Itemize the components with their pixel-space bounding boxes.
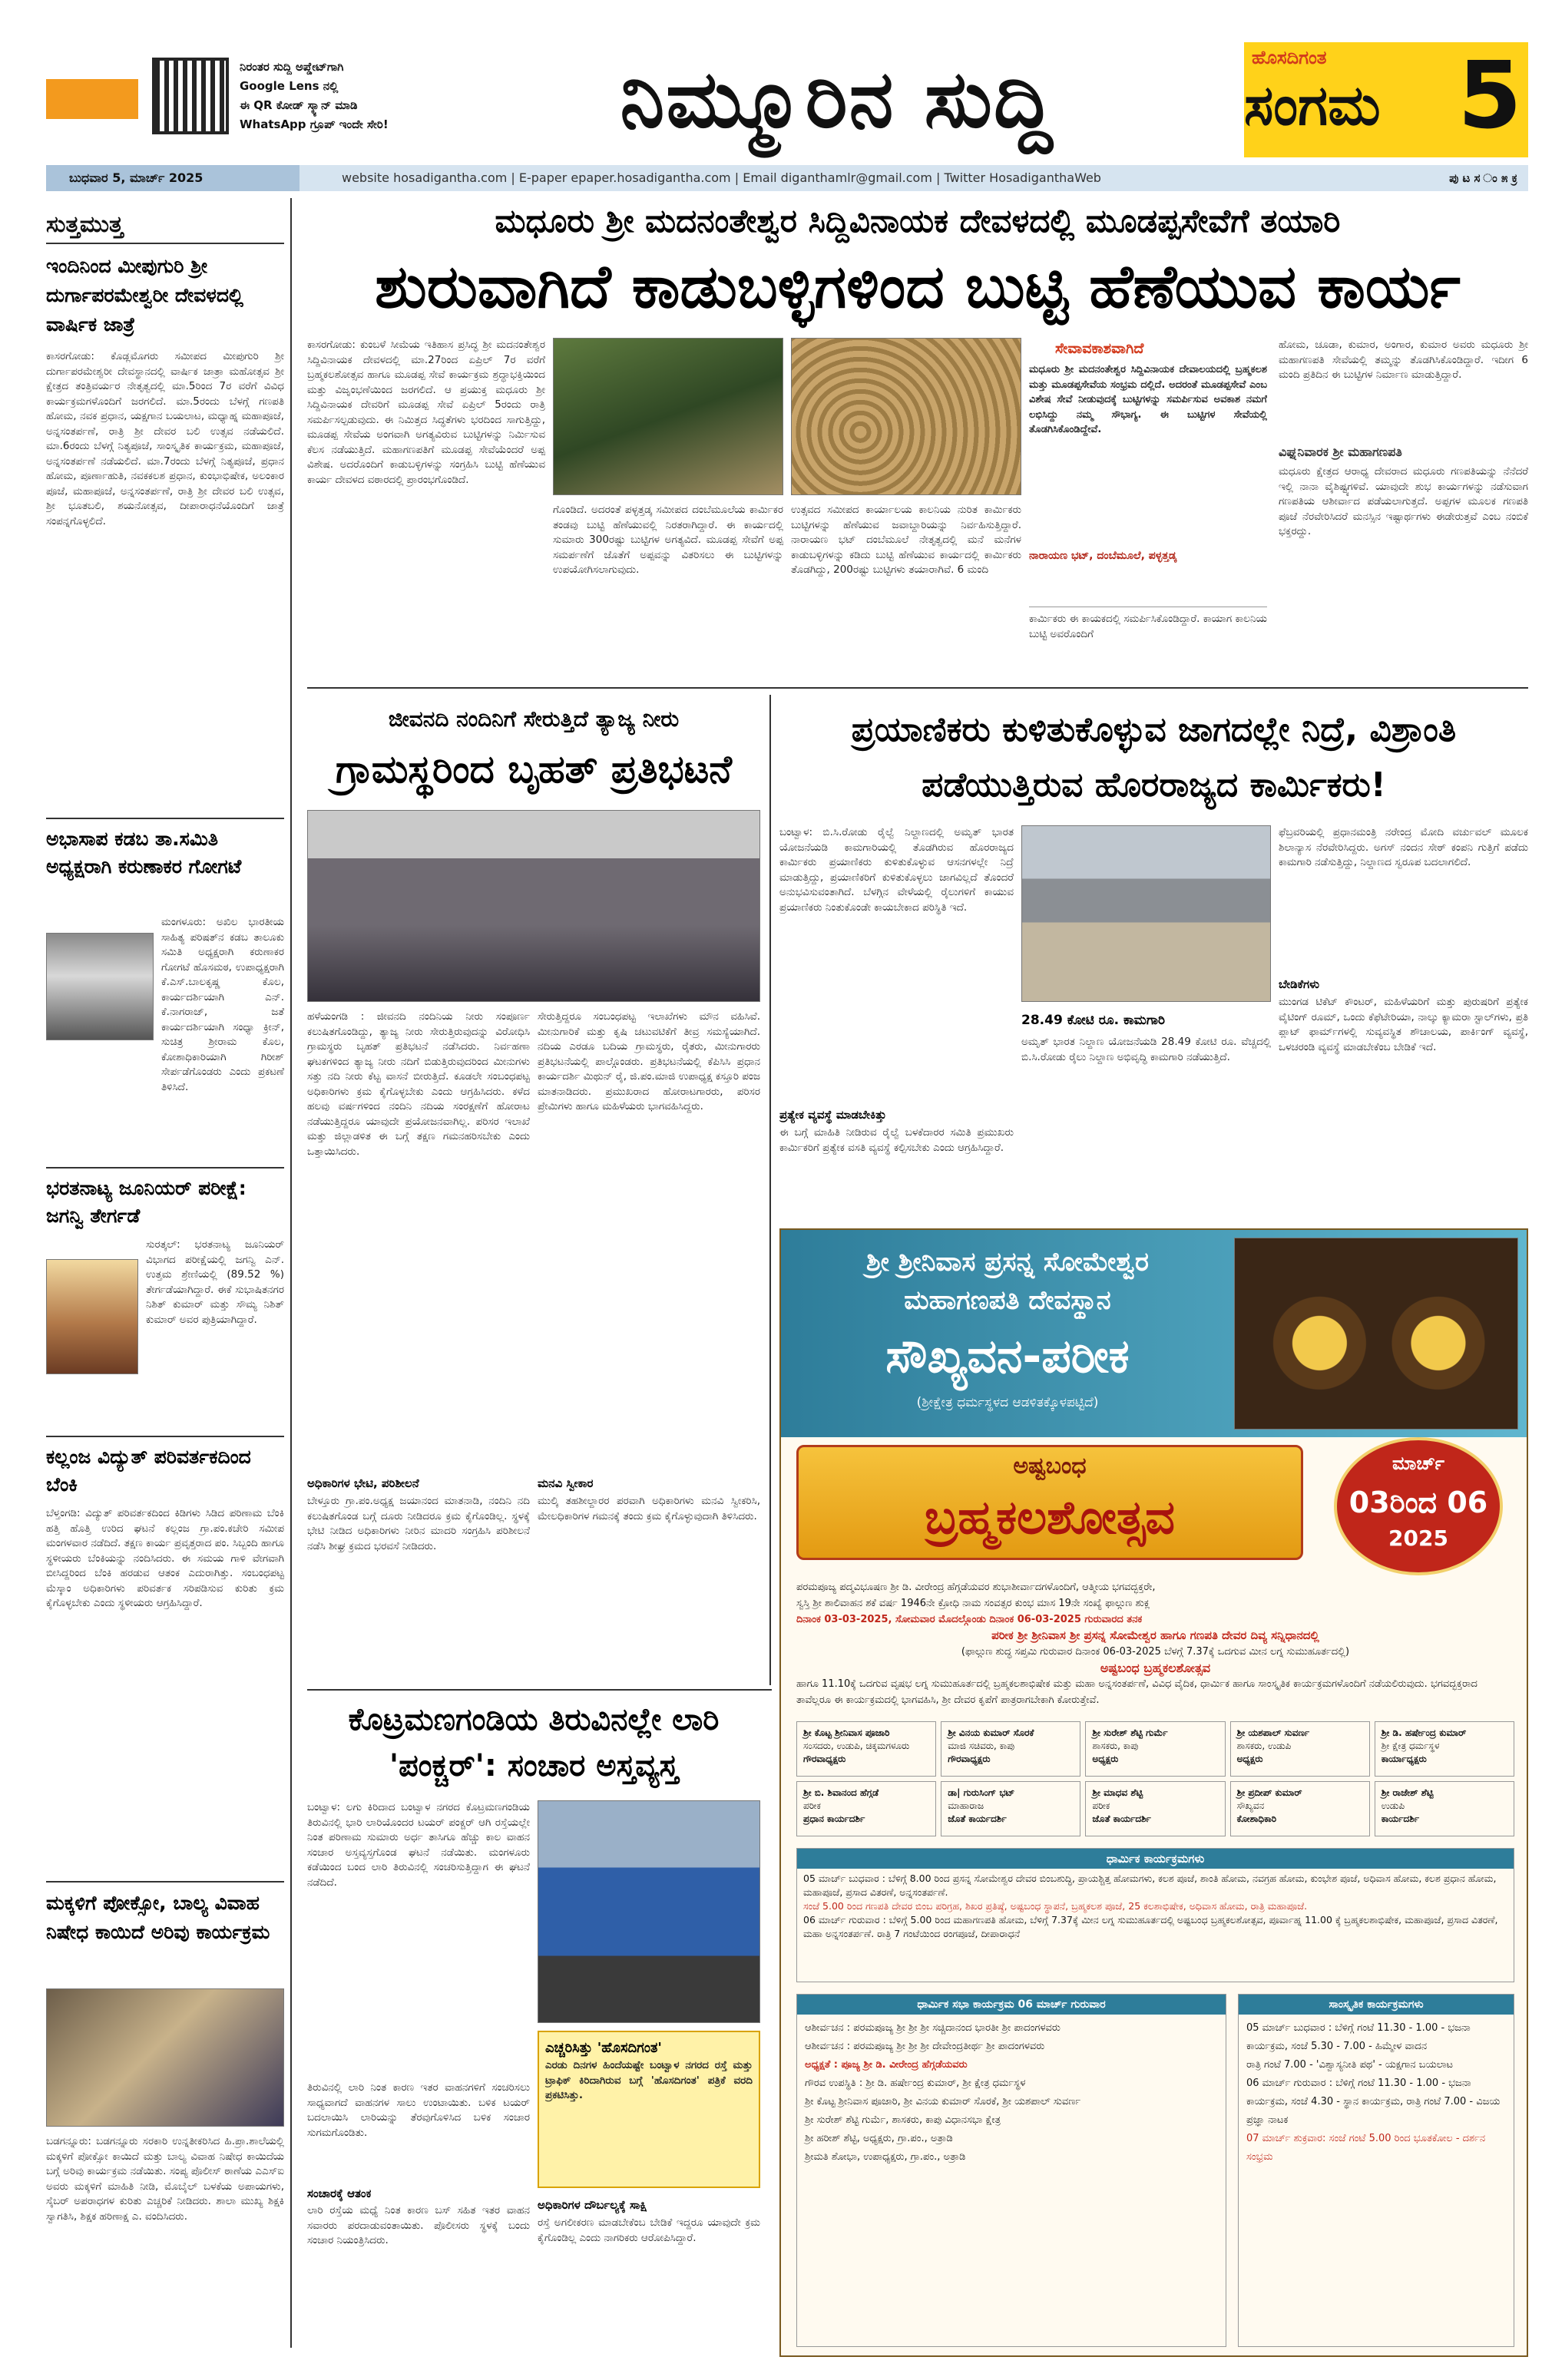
ad-intro <box>796 1579 1514 1708</box>
ad-person: ಶ್ರೀ ರಾಜೇಶ್ ಶೆಟ್ಟಿ ಉಡುಪಿ ಕಾರ್ಯದರ್ಶಿ <box>1375 1781 1514 1836</box>
ad-person: ಶ್ರೀ ವಿನಯ ಕುಮಾರ್ ಸೊರಕೆ ಮಾಜಿ ಸಚಿವರು, ಕಾಪು ಗೌರವಾಧ್ಯಕ್ಷರು <box>941 1721 1080 1777</box>
top-story-body-b: ಗೊಂಡಿದೆ. ಅದರಂತೆ ಪಳ್ಳತ್ತಡ್ಕ ಸಮೀಪದ ದಂಬೆಮೂಲೆಯ ಕಾರ್ಮಿಕರ ತಂಡವು ಬುಟ್ಟಿ ಹೆಣೆಯುವಲ್ಲಿ ನಿರತರಾಗಿದ್ದಾರೆ. ಈ ಕಾರ್ಯದಲ್ಲಿ ಸುಮಾರು 300ರಷ್ಟು ಬುಟ್ಟಿಗಳ ಅಗತ್ಯವಿದೆ. ಮೂಡಪ್ಪ ಸೇವೆಗೆ ಅಪ್ಪ ಸಮರ್ಪಣೆಗೆ ಜೊತೆಗೆ ಅಪ್ಪವನ್ನು ವಿತರಿಸಲು ಈ ಬುಟ್ಟಿಗಳನ್ನು ಉಪಯೋಗಿಸಲಾಗುವುದು. <box>553 504 783 576</box>
story2-body-c: ಸೇರುತ್ತಿದ್ದರೂ ಸಂಬಂಧಪಟ್ಟ ಇಲಾಖೆಗಳು ಮೌನ ವಹಿಸಿವೆ. ಮೀನುಗಾರಿಕೆ ಮತ್ತು ಕೃಷಿ ಚಟುವಟಿಕೆಗೆ ತೀವ್ರ ಸಮಸ್ಯೆಯಾಗಿದೆ. ನದಿಯ ಎರಡೂ ಬದಿಯ ಗ್ರಾಮಸ್ಥರು, ರೈತರು, ಮೀನುಗಾರರು ಪ್ರತಿಭಟನೆಯಲ್ಲಿ ಪಾಲ್ಗೊಂಡರು. ಪ್ರತಿಭಟನೆಯಲ್ಲಿ ಕೆಪಿಸಿಸಿ ಪ್ರಧಾನ ಕಾರ್ಯದರ್ಶಿ ಮಿಥುನ್ ರೈ, ಜಿ.ಪಂ.ಮಾಜಿ ಉಪಾಧ್ಯಕ್ಷ ಕಸ್ತೂರಿ ಪಂಜ ಮಾತನಾಡಿದರು. ಪ್ರಮುಖರಾದ ಹೋರಾಟಗಾರರು, ಪರಿಸರ ಪ್ರೇಮಿಗಳು ಹಾಗೂ ಮಹಿಳೆಯರು ಭಾಗವಹಿಸಿದ್ದರು. <box>538 1010 760 1112</box>
story4-subhead-1: ಸಂಚಾರಕ್ಕೆ ಆತಂಕ <box>307 2187 372 2200</box>
quote-body: ಮಧೂರು ಶ್ರೀ ಮದನಂತೇಶ್ವರ ಸಿದ್ದಿವಿನಾಯಕ ದೇವಾಲಯದಲ್ಲಿ ಬ್ರಹ್ಮಕಲಶ ಮತ್ತು ಮೂಡಪ್ಪಸೇವೆಯ ಸಂಭ್ರಮ ದಲ್ಲಿದೆ. ಅದರಂತೆ ಮೂಡಪ್ಪಸೇವೆ ಎಂಬ ವಿಶೇಷ ಸೇವೆ ನೀಡುವುದಕ್ಕೆ ಬುಟ್ಟಿಗಳನ್ನು ಸಮರ್ಪಿಸುವ ಅವಕಾಶ ನಮಗೆ ಲಭಿಸಿದ್ದು ನಮ್ಮ ಸೌಭಾಗ್ಯ. ಈ ಬುಟ್ಟಿಗಳ ಸೇವೆಯಲ್ಲಿ ತೊಡಗಿಸಿಕೊಂಡಿದ್ದೇವೆ. <box>1029 364 1267 435</box>
callout-title: ಎಚ್ಚರಿಸಿತ್ತು 'ಹೊಸದಿಗಂತ' <box>545 2040 662 2056</box>
brief-divider <box>46 1436 284 1437</box>
ad-sabha-line: ಶ್ರೀಮತಿ ಶೋಭಾ, ಉಪಾಧ್ಯಕ್ಷರು, ಗ್ರಾ.ಪಂ., ಅತ್ರಾಡಿ <box>805 2151 966 2163</box>
ad-place-sub: (ಶ್ರೀಕ್ಷೇತ್ರ ಧರ್ಮಸ್ಥಳದ ಆಡಳಿತಕ್ಕೊಳಪಟ್ಟಿದೆ) <box>916 1395 1099 1410</box>
story3-subhead-2: ಬೇಡಿಕೆಗಳು <box>1279 977 1319 991</box>
ad-person: ಶ್ರೀ ಕೊಟ್ಟ ಶ್ರೀನಿವಾಸ ಪೂಜಾರಿ ಸಂಸದರು, ಉಡುಪಿ, ಚಿಕ್ಕಮಗಳೂರು ಗೌರವಾಧ್ಯಕ್ಷರು <box>796 1721 936 1777</box>
ad-culture-line: ರಾತ್ರಿ ಗಂಟೆ 7.00 - 'ವಿಶ್ವಾಸ್ಯನೀತಿ ಪಥ' - ಯಕ್ಷಗಾನ ಬಯಲಾಟ <box>1246 2059 1454 2071</box>
date-label: ಬುಧವಾರ 5, ಮಾರ್ಚ್ 2025 <box>46 165 299 191</box>
ad-program <box>796 1848 1514 1982</box>
story2-body-a: ಹಳೆಯಂಗಡಿ : ಜೀವನದಿ ನಂದಿನಿಯ ನೀರು ಸಂಪೂರ್ಣ ಕಲುಷಿತಗೊಂಡಿದ್ದು, ತ್ಯಾಜ್ಯ ನೀರು ಸೇರುತ್ತಿರುವುದನ್ನು ವಿರೋಧಿಸಿ ಗ್ರಾಮಸ್ಥರು ಬೃಹತ್ ಪ್ರತಿಭಟನೆ ನಡೆಸಿದರು. ನಿರ್ವಹಣಾ ಘಟಕಗಳಿಂದ ತ್ಯಾಜ್ಯ ನೀರು ನದಿಗೆ ಬಿಡುತ್ತಿರುವುದರಿಂದ ಮೀನುಗಳು ಸತ್ತು ನದಿ ನೀರು ಕೆಟ್ಟ ವಾಸನೆ ಬೀರುತ್ತಿದೆ. ಕೂಡಲೇ ಸಂಬಂಧಪಟ್ಟ ಅಧಿಕಾರಿಗಳು ಕ್ರಮ ಕೈಗೊಳ್ಳಬೇಕು ಎಂದು ಆಗ್ರಹಿಸಿದರು. ಕಳೆದ ಹಲವು ವರ್ಷಗಳಿಂದ ನಂದಿನಿ ನದಿಯ ಸಂರಕ್ಷಣೆಗೆ ಹೋರಾಟ ನಡೆಯುತ್ತಿದ್ದರೂ ಯಾವುದೇ ಪ್ರಯೋಜನವಾಗಿಲ್ಲ. ಪರಿಸರ ಇಲಾಖೆ ಮತ್ತು ಜಿಲ್ಲಾಡಳಿತ ಈ ಬಗ್ಗೆ ತಕ್ಷಣ ಗಮನಹರಿಸಬೇಕು ಎಂದು ಒತ್ತಾಯಿಸಿದರು. <box>307 1010 530 1158</box>
ad-org-line1: ಶ್ರೀ ಶ್ರೀನಿವಾಸ ಪ್ರಸನ್ನ ಸೋಮೇಶ್ವರ <box>865 1247 1150 1278</box>
lorry-photo <box>538 1800 760 2023</box>
brief-title-2: ಅಭಾಸಾಪ ಕಡಬ ತಾ.ಸಮಿತಿ ಅಧ್ಯಕ್ಷರಾಗಿ ಕರುಣಾಕರ ಗೋಗಟೆ <box>46 828 242 878</box>
protest-photo <box>307 810 760 1002</box>
ad-person: ಶ್ರೀ ಸುರೇಶ್ ಶೆಟ್ಟಿ ಗುರ್ಮೆ ಶಾಸಕರು, ಕಾಪು ಅಧ್ಯಕ್ಷರು <box>1085 1721 1225 1777</box>
ad-program-line: 06 ಮಾರ್ಚ್ ಗುರುವಾರ : ಬೆಳಿಗ್ಗೆ 5.00 ರಿಂದ ಮಹಾಗಣಪತಿ ಹೋಮ, ಬೆಳಿಗ್ಗೆ 7.37ಕ್ಕೆ ಮೀನ ಲಗ್ನ ಸುಮುಹೂರ್ತದಲ್ಲಿ ಅಷ್ಟಬಂಧ ಬ್ರಹ್ಮಕಲಶೋತ್ಸವ, ಪೂರ್ವಾಹ್ನ 11.00 ಕ್ಕೆ ಬ್ರಹ್ಮಕಲಶಾಭಿಷೇಕ, ಮಹಾಪೂಜೆ, ಪ್ರಸಾದ ವಿತರಣೆ, ಮಹಾ ಅನ್ನಸಂತರ್ಪಣೆ. ರಾತ್ರಿ 7 ಗಂಟೆಯಿಂದ ರಂಗಪೂಜೆ, ದೀಪಾರಾಧನೆ <box>803 1914 1498 1939</box>
ad-intro-line: ಸ್ವಸ್ತಿ ಶ್ರೀ ಶಾಲಿವಾಹನ ಶಕೆ ವರ್ಷ 1946ನೇ ಕ್ರೋಧಿ ನಾಮ ಸಂವತ್ಸರ ಕುಂಭ ಮಾಸ 19ನೇ ಸಂಖ್ಯೆ ಫಾಲ್ಗುಣ ಶುಕ್ಲ <box>796 1598 1150 1609</box>
story3-subhead-1: ಪ್ರತ್ಯೇಕ ವ್ಯವಸ್ಥೆ ಮಾಡಬೇಕಿತ್ತು <box>779 1108 887 1122</box>
story2-headline: ಗ್ರಾಮಸ್ಥರಿಂದ ಬೃಹತ್ ಪ್ರತಿಭಟನೆ <box>335 747 733 792</box>
ad-sabha-line: ಆಶೀರ್ವಚನ : ಪರಮಪೂಜ್ಯ ಶ್ರೀ ಶ್ರೀ ಶ್ರೀ ಸಚ್ಚಿದಾನಂದ ಭಾರತೀ ಶ್ರೀ ಪಾದಂಗಳವರು <box>805 2022 1061 2034</box>
ad-intro-line: ದಿನಾಂಕ 03-03-2025, ಸೋಮವಾರ ಮೊದಲ್ಗೊಂಡು ದಿನಾಂಕ 06-03-2025 ಗುರುವಾರದ ತನಕ <box>796 1614 1143 1625</box>
ad-person: ಶ್ರೀ ಯಶಪಾಲ್ ಸುವರ್ಣ ಶಾಸಕರು, ಉಡುಪಿ ಅಧ್ಯಕ್ಷರು <box>1230 1721 1370 1777</box>
quote-author: ನಾರಾಯಣ ಭಟ್, ದಂಬೆಮೂಲೆ, ಪಳ್ಳತ್ತಡ್ಕ <box>1029 550 1177 562</box>
story4-body-d: ರಸ್ತೆ ಅಗಲೀಕರಣ ಮಾಡಬೇಕೆಂಬ ಬೇಡಿಕೆ ಇದ್ದರೂ ಯಾವುದೇ ಕ್ರಮ ಕೈಗೊಂಡಿಲ್ಲ ಎಂದು ನಾಗರಿಕರು ಆರೋಪಿಸಿದ್ದಾರೆ. <box>538 2216 760 2244</box>
brief-title-5: ಮಕ್ಕಳಿಗೆ ಪೋಕ್ಸೋ, ಬಾಲ್ಯ ವಿವಾಹ ನಿಷೇಧ ಕಾಯಿದೆ ಅರಿವು ಕಾರ್ಯಕ್ರಮ <box>46 1892 270 1943</box>
story2-subhead-2: ಮನವಿ ಸ್ವೀಕಾರ <box>538 1476 594 1490</box>
station-photo <box>1021 825 1271 1002</box>
story3-body-b: ಈ ಬಗ್ಗೆ ಮಾಹಿತಿ ನೀಡಿರುವ ರೈಲ್ವೆ ಬಳಕೆದಾರರ ಸಮಿತಿ ಪ್ರಮುಖರು ಕಾರ್ಮಿಕರಿಗೆ ಪ್ರತ್ಯೇಕ ವಸತಿ ವ್ಯವಸ್ಥೆ ಕಲ್ಪಿಸಬೇಕು ಎಂದು ಆಗ್ರಹಿಸಿದ್ದಾರೆ. <box>779 1126 1014 1154</box>
ad-sabha-line: ಶ್ರೀ ಕೊಟ್ಟ ಶ್ರೀನಿವಾಸ ಪೂಜಾರಿ, ಶ್ರೀ ವಿನಯ ಕುಮಾರ್ ಸೊರಕೆ, ಶ್ರೀ ಯಶಪಾಲ್ ಸುವರ್ಣ <box>805 2096 1081 2107</box>
brief-body-3: ಸುರತ್ಕಲ್: ಭರತನಾಟ್ಯ ಜೂನಿಯರ್ ವಿಭಾಗದ ಪರೀಕ್ಷೆಯಲ್ಲಿ ಜಗನ್ವಿ ಎನ್. ಉತ್ತಮ ಶ್ರೇಣಿಯಲ್ಲಿ (89.52 %) ತೇರ್ಗಡೆಯಾಗಿದ್ದಾರೆ. ಈಕೆ ಸುಭಾಷಿತನಗರ ನಿಶಿತ್ ಕುಮಾರ್ ಮತ್ತು ಸೌಮ್ಯ ನಿಶಿತ್ ಕುಮಾರ್ ಅವರ ಪುತ್ರಿಯಾಗಿದ್ದಾರೆ. <box>146 1238 284 1326</box>
brief-divider <box>46 1881 284 1883</box>
left-column-rule <box>290 198 292 2348</box>
ad-culture-line: 07 ಮಾರ್ಚ್ ಶುಕ್ರವಾರ: ಸಂಜೆ ಗಂಟೆ 5.00 ರಿಂದ ಭೂತಕೋಲ - ದರ್ಶನ ಸಂಭ್ರಮ <box>1246 2133 1486 2163</box>
ad-person: ಶ್ರೀ ಡಿ. ಹರ್ಷೇಂದ್ರ ಕುಮಾರ್ ಶ್ರೀ ಕ್ಷೇತ್ರ ಧರ್ಮಸ್ಥಳ ಕಾರ್ಯಾಧ್ಯಕ್ಷರು <box>1375 1721 1514 1777</box>
links-label: website hosadigantha.com | E-paper epaper.hosadigantha.com | Email diganthamlr@gmail.com | Twitter HosadiganthaWeb <box>342 170 1101 185</box>
top-story-side-a: ಕಾರ್ಮಿಕರು ಈ ಕಾಯಕದಲ್ಲಿ ಸಮರ್ಪಿಸಿಕೊಂಡಿದ್ದಾರೆ. ಕಾಯಾಗ ಕಾಲನಿಯ ಬುಟ್ಟಿ ಅವರೊಂದಿಗೆ <box>1029 607 1267 676</box>
ad-sabha-line: ಆಶೀರ್ವಚನ : ಪರಮಪೂಜ್ಯ ಶ್ರೀ ಶ್ರೀ ಶ್ರೀ ದೇವೇಂದ್ರತೀರ್ಥ ಶ್ರೀ ಪಾದಂಗಳವರು <box>805 2041 1045 2052</box>
ad-person: ಶ್ರೀ ಪ್ರದೀಪ್ ಕುಮಾರ್ ಸೌಖ್ಯವನ ಕೋಶಾಧಿಕಾರಿ <box>1230 1781 1370 1836</box>
story2-body-d: ಮುಲ್ಕಿ ತಹಶೀಲ್ದಾರರ ಪರವಾಗಿ ಅಧಿಕಾರಿಗಳು ಮನವಿ ಸ್ವೀಕರಿಸಿ, ಮೇಲಧಿಕಾರಿಗಳ ಗಮನಕ್ಕೆ ತಂದು ಕ್ರಮ ಕೈಗೊಳ್ಳುವುದಾಗಿ ತಿಳಿಸಿದರು. <box>538 1495 760 1522</box>
brief-title-4: ಕಲ್ಲಂಜ ವಿದ್ಯುತ್ ಪರಿವರ್ತಕದಿಂದ ಬೆಂಕಿ <box>46 1446 251 1496</box>
masthead <box>46 42 1528 165</box>
top-story-kicker: ಮಧೂರು ಶ್ರೀ ಮದನಂತೇಶ್ವರ ಸಿದ್ದಿವಿನಾಯಕ ದೇವಳದಲ್ಲಿ ಮೂಡಪ್ಪಸೇವೆಗೆ ತಯಾರಿ <box>495 202 1341 240</box>
ad-culture-line: 05 ಮಾರ್ಚ್ ಬುಧವಾರ : ಬೆಳಿಗ್ಗೆ ಗಂಟೆ 11.30 - 1.00 - ಭಜನಾ ಕಾರ್ಯಕ್ರಮ, ಸಂಜೆ 5.30 - 7.00 - ಹಿಮ್ಮೇಳ ವಾದನ <box>1246 2022 1471 2052</box>
brief-divider <box>46 1167 284 1169</box>
page-number: 5 <box>1458 43 1522 150</box>
qr-instructions <box>240 58 493 134</box>
top-story-side-b: ಹೋಮ, ಚೂಡಾ, ಕುಮಾರ, ಅಂಗಾರ, ಕುಮಾರ ಅವರು ಮಧೂರು ಶ್ರೀ ಮಹಾಗಣಪತಿ ಸೇವೆಯಲ್ಲಿ ತಮ್ಮನ್ನು ತೊಡಗಿಸಿಕೊಂಡಿದ್ದಾರೆ. ಇದೀಗ 6 ಮಂದಿ ಪ್ರತಿದಿನ ಈ ಬುಟ್ಟಿಗಳ ನಿರ್ಮಾಣ ಮಾಡುತ್ತಿದ್ದಾರೆ. <box>1279 339 1528 381</box>
ad-event-top: ಅಷ್ಟಬಂಧ <box>1013 1453 1087 1479</box>
story2-kicker: ಜೀವನದಿ ನಂದಿನಿಗೆ ಸೇರುತ್ತಿದೆ ತ್ಯಾಜ್ಯ ನೀರು <box>388 706 680 732</box>
ad-intro-line: ಅಷ್ಟಬಂಧ ಬ್ರಹ್ಮಕಲಶೋತ್ಸವ <box>1100 1661 1211 1675</box>
ad-person: ಶ್ರೀ ಬಿ. ಶಿವಾನಂದ ಹೆಗ್ಗಡೆ ಪರೀಕ ಪ್ರಧಾನ ಕಾರ್ಯದರ್ಶಿ <box>796 1781 936 1836</box>
ad-sabha <box>796 1994 1226 2347</box>
ad-org-line2: ಮಹಾಗಣಪತಿ ದೇವಸ್ಥಾನ <box>904 1285 1111 1316</box>
quote-title: ಸೇವಾವಕಾಶವಾಗಿದೆ <box>1055 340 1144 357</box>
story4-subhead-2: ಅಧಿಕಾರಿಗಳ ದೌರ್ಬಲ್ಯಕ್ಕೆ ಸಾಕ್ಷಿ <box>538 2198 647 2212</box>
ad-person: ಡಾ| ಗುರುಸಿಂಗ್ ಭಟ್ ಮಾಹಾರಾಜ ಜೊತೆ ಕಾರ್ಯದರ್ಶಿ <box>941 1781 1080 1836</box>
brand-name: ಹೊಸದಿಗಂತ <box>1252 47 1327 68</box>
ad-sabha-line: ಗೌರವ ಉಪಸ್ಥಿತಿ : ಶ್ರೀ ಡಿ. ಹರ್ಷೇಂದ್ರ ಕುಮಾರ್, ಶ್ರೀ ಕ್ಷೇತ್ರ ಧರ್ಮಸ್ಥಳ <box>805 2078 1026 2089</box>
baskets-photo <box>791 338 1021 495</box>
brief-body-2: ಮಂಗಳೂರು: ಅಖಿಲ ಭಾರತೀಯ ಸಾಹಿತ್ಯ ಪರಿಷತ್‌ನ ಕಡಬ ತಾಲೂಕು ಸಮಿತಿ ಅಧ್ಯಕ್ಷರಾಗಿ ಕರುಣಾಕರ ಗೋಗಟೆ ಹೊಸಮಠ, ಉಪಾಧ್ಯಕ್ಷರಾಗಿ ಕೆ.ಎಸ್.ಬಾಲಕೃಷ್ಣ ಕೊಲ, ಕಾರ್ಯದರ್ಶಿಯಾಗಿ ಎನ್. ಕೆ.ನಾಗರಾಜ್, ಜತೆ ಕಾರ್ಯದರ್ಶಿಯಾಗಿ ಸಂಧ್ಯಾ ಕ್ರೀನ್, ಸುಚಿತ್ರ ಶ್ರೀರಾಮ ಕೊಲ, ಕೋಶಾಧಿಕಾರಿಯಾಗಿ ಗಿರೀಶ್ ಸೇರ್ಪಡೆಗೊಂಡರು ಎಂದು ಪ್ರಕಟಣೆ ತಿಳಿಸಿದೆ. <box>161 916 284 1093</box>
top-story-side-c: ಮಧೂರು ಕ್ಷೇತ್ರದ ಆರಾಧ್ಯ ದೇವರಾದ ಮಧೂರು ಗಣಪತಿಯನ್ನು ನೆನೆದರೆ ಇಲ್ಲಿ ನಾನಾ ವೈಶಿಷ್ಟ್ಯಗಳಿವೆ. ಯಾವುದೇ ಶುಭ ಕಾರ್ಯಗಳನ್ನು ನಡೆಸುವಾಗ ಗಣಪತಿಯ ಆಶೀರ್ವಾದ ಪಡೆಯಲಾಗುತ್ತದೆ. ಅಪ್ಪಗಳ ಮೂಲಕ ಗಣಪತಿ ಪೂಜೆ ನೆರವೇರಿಸಿದರೆ ಮನಸ್ಸಿನ ಇಷ್ಟಾರ್ಥಗಳು ಈಡೇರುತ್ತವೆ ಎಂಬ ನಂಬಿಕೆ ಭಕ್ತರದ್ದು. <box>1279 465 1528 537</box>
story4-body-c: ಲಾರಿ ರಸ್ತೆಯ ಮಧ್ಯೆ ನಿಂತ ಕಾರಣ ಬಸ್ ಸಹಿತ ಇತರ ವಾಹನ ಸವಾರರು ಪರದಾಡುವಂತಾಯಿತು. ಪೊಲೀಸರು ಸ್ಥಳಕ್ಕೆ ಬಂದು ಸಂಚಾರ ನಿಯಂತ್ರಿಸಿದರು. <box>307 2204 530 2246</box>
ad-culture <box>1238 1994 1514 2347</box>
section-name: ಸಂಗಮ <box>1244 73 1381 137</box>
brief-body-5: ಬಡಗನ್ನೂರು: ಬಡಗನ್ನೂರು ಸರಕಾರಿ ಉನ್ನತೀಕರಿಸಿದ ಹಿ.ಪ್ರಾ.ಶಾಲೆಯಲ್ಲಿ ಮಕ್ಕಳಿಗೆ ಪೋಕ್ಸೋ ಕಾಯಿದೆ ಮತ್ತು ಬಾಲ್ಯ ವಿವಾಹ ನಿಷೇಧ ಕಾಯಿದೆಯ ಬಗ್ಗೆ ಅರಿವು ಕಾರ್ಯಕ್ರಮ ನಡೆಯಿತು. ಸಂಪ್ಯ ಪೊಲೀಸ್ ಠಾಣೆಯ ಎಎಸ್‌ಐ ಅವರು ಮಕ್ಕಳಿಗೆ ಮಾಹಿತಿ ನೀಡಿ, ಮೊಬೈಲ್ ಬಳಕೆಯ ಅಪಾಯಗಳು, ಸೈಬರ್ ಅಪರಾಧಗಳ ಕುರಿತು ಎಚ್ಚರಿಕೆ ನೀಡಿದರು. ಶಾಲಾ ಮುಖ್ಯ ಶಿಕ್ಷಕಿ ಸ್ವಾಗತಿಸಿ, ಶಿಕ್ಷಕ ಹರಿಣಾಕ್ಷ ಎ. ವಂದಿಸಿದರು. <box>46 2135 284 2223</box>
story4-headline: ಕೊಟ್ರಮಣಗಂಡಿಯ ತಿರುವಿನಲ್ಲೇ ಲಾರಿ 'ಪಂಕ್ಚರ್': ಸಂಚಾರ ಅಸ್ತವ್ಯಸ್ತ <box>348 1702 720 1783</box>
ad-event: ಬ್ರಹ್ಮಕಲಶೋತ್ಸವ <box>925 1491 1175 1545</box>
qr-line: ನಿರಂತರ ಸುದ್ದಿ ಅಪ್ಡೇಟ್‌ಗಾಗಿ <box>240 60 344 74</box>
section-rule <box>307 1689 772 1691</box>
event-photo <box>46 1988 284 2127</box>
ad-date-year: 2025 <box>1388 1526 1448 1551</box>
story2-body-b: ಬೇಳ್ತೂರು ಗ್ರಾ.ಪಂ.ಅಧ್ಯಕ್ಷ ಜಯಾನಂದ ಮಾತನಾಡಿ, ನಂದಿನಿ ನದಿ ಕಲುಷಿತಗೊಂಡ ಬಗ್ಗೆ ದೂರು ನೀಡಿದರೂ ಕ್ರಮ ಕೈಗೊಂಡಿಲ್ಲ. ಸ್ಥಳಕ್ಕೆ ಭೇಟಿ ನೀಡಿದ ಅಧಿಕಾರಿಗಳು ನೀರಿನ ಮಾದರಿ ಸಂಗ್ರಹಿಸಿ ಪರಿಶೀಲನೆ ನಡೆಸಿ ಶೀಘ್ರ ಕ್ರಮದ ಭರವಸೆ ನೀಡಿದರು. <box>307 1495 530 1552</box>
brief-body-1: ಕಾಸರಗೋಡು: ಕೊಡ್ಲಮೊಗರು ಸಮೀಪದ ಮೀಪುಗುರಿ ಶ್ರೀ ದುರ್ಗಾಪರಮೇಶ್ವರೀ ದೇವಸ್ಥಾನದಲ್ಲಿ ವಾರ್ಷಿಕ ಜಾತ್ರಾ ಮಹೋತ್ಸವ ಶ್ರೀ ಕ್ಷೇತ್ರದ ತಂತ್ರಿವರ್ಯರ ನೇತೃತ್ವದಲ್ಲಿ ಮಾ.5ರಿಂದ 7ರ ವರೆಗೆ ವಿವಿಧ ಕಾರ್ಯಕ್ರಮಗಳೊಂದಿಗೆ ಜರಗಲಿದೆ. ಮಾ.5ರಂದು ಬೆಳಗ್ಗೆ ಗಣಪತಿ ಹೋಮ, ನವಕ ಪ್ರಧಾನ, ಯಕ್ಷಗಾನ ಬಯಲಾಟ, ಮಧ್ಯಾಹ್ನ ಮಹಾಪೂಜೆ, ಅನ್ನಸಂತರ್ಪಣೆ, ರಾತ್ರಿ ಶ್ರೀ ದೇವರ ಬಲಿ ಉತ್ಸವ ನಡೆಯಲಿದೆ. ಮಾ.6ರಂದು ಬೆಳಗ್ಗೆ ನಿತ್ಯಪೂಜೆ, ಸಾಂಸ್ಕೃತಿಕ ಕಾರ್ಯಕ್ರಮ, ಮಹಾಪೂಜೆ, ಅನ್ನಸಂತರ್ಪಣೆ ನಡೆಯಲಿದೆ. ಮಾ.7ರಂದು ಬೆಳಗ್ಗೆ ನಿತ್ಯಪೂಜೆ, ಪ್ರಧಾನ ಹೋಮ, ಪೂರ್ಣಾಹುತಿ, ನವಕಕಲಶ ಪ್ರಧಾನ, ಕುಂಭಾಭಿಷೇಕ, ಅಲಂಕಾರ ಪೂಜೆ, ಮಹಾಪೂಜೆ, ಅನ್ನಸಂತರ್ಪಣೆ, ರಾತ್ರಿ ಶ್ರೀ ದೇವರ ಬಲಿ ಉತ್ಸವ, ಶ್ರೀ ಭೂತಬಲಿ, ಶಯನೋತ್ಸವ, ದೀಪಾರಾಧನೆಯೊಂದಿಗೆ ಜಾತ್ರೆ ಸಂಪನ್ನಗೊಳ್ಳಲಿದೆ. <box>46 350 284 527</box>
ad-people-grid <box>796 1721 1514 1836</box>
brief-divider <box>46 818 284 819</box>
story4-body-b: ತಿರುವಿನಲ್ಲಿ ಲಾರಿ ನಿಂತ ಕಾರಣ ಇತರ ವಾಹನಗಳಿಗೆ ಸಂಚರಿಸಲು ಸಾಧ್ಯವಾಗದೆ ವಾಹನಗಳ ಸಾಲು ಉಂಟಾಯಿತು. ಬಳಿಕ ಟಯರ್ ಬದಲಾಯಿಸಿ ಲಾರಿಯನ್ನು ತೆರವುಗೊಳಿಸಿದ ಬಳಿಕ ಸಂಚಾರ ಸುಗಮಗೊಂಡಿತು. <box>307 2081 530 2139</box>
ad-date-range: 03ರಿಂದ 06 <box>1348 1486 1488 1519</box>
qr-line: WhatsApp ಗ್ರೂಪ್ ಇಂದೇ ಸೇರಿ! <box>240 117 389 131</box>
story3-stat: 28.49 ಕೋಟಿ ರೂ. ಕಾಮಗಾರಿ <box>1021 1013 1165 1028</box>
orange-block <box>46 79 138 119</box>
ad-culture-title: ಸಾಂಸ್ಕೃತಿಕ ಕಾರ್ಯಕ್ರಮಗಳು <box>1239 1995 1514 2015</box>
story3-headline: ಪ್ರಯಾಣಿಕರು ಕುಳಿತುಕೊಳ್ಳುವ ಜಾಗದಲ್ಲೇ ನಿದ್ರೆ, ವಿಶ್ರಾಂತಿ ಪಡೆಯುತ್ತಿರುವ ಹೊರರಾಜ್ಯದ ಕಾರ್ಮಿಕರು! <box>851 710 1457 805</box>
column-rule <box>769 695 771 1685</box>
ad-intro-line: (ಫಾಲ್ಗುಣ ಶುದ್ಧ ಸಪ್ತಮಿ ಗುರುವಾರ ದಿನಾಂಕ 06-03-2025 ಬೆಳಗ್ಗೆ 7.37ಕ್ಕೆ ಒದಗುವ ಮೀನ ಲಗ್ನ ಸುಮುಹೂರ್ತದಲ್ಲಿ) <box>961 1646 1350 1658</box>
advertisement <box>779 1228 1528 2357</box>
story4-body-a: ಬಂಟ್ವಾಳ: ಲಗು ಕಿರಿದಾದ ಬಂಟ್ವಾಳ ನಗರದ ಕೊಟ್ರಮಣಗಂಡಿಯ ತಿರುವಿನಲ್ಲಿ ಭಾರಿ ಲಾರಿಯೊಂದರ ಟಯರ್ ಪಂಕ್ಚರ್ ಆಗಿ ರಸ್ತೆಯಲ್ಲೇ ನಿಂತ ಪರಿಣಾಮ ಸುಮಾರು ಅರ್ಧ ತಾಸಿಗೂ ಹೆಚ್ಚು ಕಾಲ ವಾಹನ ಸಂಚಾರ ಅಸ್ತವ್ಯಸ್ತಗೊಂಡ ಘಟನೆ ನಡೆಯಿತು. ಮಂಗಳೂರು ಕಡೆಯಿಂದ ಬಂದ ಲಾರಿ ತಿರುವಿನಲ್ಲಿ ಸಂಚರಿಸುತ್ತಿದ್ದಾಗ ಈ ಘಟನೆ ನಡೆದಿದೆ. <box>307 1801 530 1889</box>
qr-line: ಈ QR ಕೋಡ್ ಸ್ಕ್ಯಾನ್ ಮಾಡಿ <box>240 98 358 112</box>
ad-sabha-line: ಅಧ್ಯಕ್ಷತೆ : ಪೂಜ್ಯ ಶ್ರೀ ಡಿ. ವೀರೇಂದ್ರ ಹೆಗ್ಗಡೆಯವರು <box>805 2059 968 2071</box>
brief-title-1: ಇಂದಿನಿಂದ ಮೀಪುಗುರಿ ಶ್ರೀ ದುರ್ಗಾಪರಮೇಶ್ವರೀ ದೇವಳದಲ್ಲಿ ವಾರ್ಷಿಕ ಜಾತ್ರೆ <box>46 255 243 336</box>
quote-box <box>1029 338 1267 599</box>
ad-program-line: 05 ಮಾರ್ಚ್ ಬುಧವಾರ : ಬೆಳಿಗ್ಗೆ 8.00 ರಿಂದ ಪ್ರಸನ್ನ ಸೋಮೇಶ್ವರ ದೇವರ ಬಿಂಬಶುದ್ಧಿ, ಪ್ರಾಯಶ್ಚಿತ್ತ ಹೋಮಗಳು, ಕಲಶ ಪೂಜೆ, ಶಾಂತಿ ಹೋಮ, ನವಗ್ರಹ ಹೋಮ, ಕುಂಭೇಶ ಪೂಜೆ, ಅಧಿವಾಸ ಹೋಮ, ಕಲಶ ಪ್ರಧಾನ ಹೋಮ, ಮಹಾಪೂಜೆ, ಪ್ರಸಾದ ವಿತರಣೆ, ಅನ್ನಸಂತರ್ಪಣೆ. <box>803 1873 1497 1898</box>
ad-intro-line: ಹಾಗೂ 11.10ಕ್ಕೆ ಒದಗುವ ವೃಷಭ ಲಗ್ನ ಸುಮುಹೂರ್ತದಲ್ಲಿ ಬ್ರಹ್ಮಕಲಶಾಭಿಷೇಕ ಮತ್ತು ಮಹಾ ಅನ್ನಸಂತರ್ಪಣೆ, ವಿವಿಧ ವೈದಿಕ, ಧಾರ್ಮಿಕ ಹಾಗೂ ಸಾಂಸ್ಕೃತಿಕ ಕಾರ್ಯಕ್ರಮಗಳೊಂದಿಗೆ ನಡೆಯಲಿರುವುದು. ಭಗವದ್ಭಕ್ತರಾದ ತಾವೆಲ್ಲರೂ ಈ ಕಾರ್ಯಕ್ರಮದಲ್ಲಿ ಭಾಗವಹಿಸಿ, ಶ್ರೀ ದೇವರ ಕೃಪೆಗೆ ಪಾತ್ರರಾಗಬೇಕಾಗಿ ಕೋರುತ್ತೇವೆ. <box>796 1678 1477 1706</box>
ad-program-line: ಸಂಜೆ 5.00 ರಿಂದ ಗಣಪತಿ ದೇವರ ಬಿಂಬ ಪರಿಗ್ರಹ, ಶಿಖರ ಪ್ರತಿಷ್ಠೆ, ಅಷ್ಟಬಂಧ ಸ್ಥಾಪನೆ, ಬ್ರಹ್ಮಕಲಶ ಪೂಜೆ, 25 ಕಲಶಾಭಿಷೇಕ, ಅಧಿವಾಸ ಹೋಮ, ರಾತ್ರಿ ಮಹಾಪೂಜೆ. <box>803 1900 1308 1912</box>
story2-subhead-1: ಅಧಿಕಾರಿಗಳ ಭೇಟಿ, ಪರಿಶೀಲನೆ <box>307 1476 419 1490</box>
qr-line: Google Lens ನಲ್ಲಿ <box>240 79 339 93</box>
story3-body-c: ಅಮೃತ್ ಭಾರತ ನಿಲ್ದಾಣ ಯೋಜನೆಯಡಿ 28.49 ಕೋಟಿ ರೂ. ವೆಚ್ಚದಲ್ಲಿ ಬಿ.ಸಿ.ರೋಡು ರೈಲು ನಿಲ್ದಾಣ ಅಭಿವೃದ್ಧಿ ಕಾಮಗಾರಿ ನಡೆಯುತ್ತಿದೆ. <box>1021 1036 1271 1063</box>
forest-basket-photo <box>553 338 783 495</box>
ad-sabha-title: ಧಾರ್ಮಿಕ ಸಭಾ ಕಾರ್ಯಕ್ರಮ 06 ಮಾರ್ಚ್ ಗುರುವಾರ <box>797 1995 1226 2015</box>
ad-program-title: ಧಾರ್ಮಿಕ ಕಾರ್ಯಕ್ರಮಗಳು <box>797 1849 1514 1869</box>
callout-box <box>538 2031 760 2188</box>
top-story-body-a: ಕಾಸರಗೋಡು: ಕುಂಬಳೆ ಸೀಮೆಯ ಇತಿಹಾಸ ಪ್ರಸಿದ್ಧ ಶ್ರೀ ಮದನಂತೇಶ್ವರ ಸಿದ್ದಿವಿನಾಯಕ ದೇವಳದಲ್ಲಿ ಮಾ.27ರಿಂದ ಏಪ್ರಿಲ್ 7ರ ವರೆಗೆ ಬ್ರಹ್ಮಕಲಶೋತ್ಸವ ಹಾಗೂ ಮೂಡಪ್ಪ ಸೇವೆ ಕಾರ್ಯಕ್ರಮ ಶ್ರದ್ಧಾಭಕ್ತಿಯಿಂದ ಮತ್ತು ವಿಜೃಂಭಣೆಯಿಂದ ಜರಗಲಿದೆ. ಆ ಪ್ರಯುಕ್ತ ಮಧೂರು ಶ್ರೀ ಸಿದ್ದಿವಿನಾಯಕ ದೇವರಿಗೆ ಮೂಡಪ್ಪ ಸೇವೆ ಏಪ್ರಿಲ್ 5ರಂದು ರಾತ್ರಿ ಸಮರ್ಪಿಸಲ್ಪಡುವುದು. ಈ ನಿಮಿತ್ತದ ಸಿದ್ಧತೆಗಳು ಭರದಿಂದ ಸಾಗುತ್ತಿದ್ದು, ಮೂಡಪ್ಪ ಸೇವೆಯ ಅಂಗವಾಗಿ ಅಗತ್ಯವಿರುವ ಬುಟ್ಟಿಗಳನ್ನು ನಿರ್ಮಿಸುವ ಕೆಲಸ ನಡೆಯುತ್ತಿದೆ. ಮಹಾಗಣಪತಿಗೆ ಮೂಡಪ್ಪ ಸೇವೆಯೆಂದರೆ ಅಪ್ಪ ವಿಶೇಷ. ಅದರೊಂದಿಗೆ ಕಾಡುಬಳ್ಳಿಗಳನ್ನು ಸಂಗ್ರಹಿಸಿ ಬುಟ್ಟಿ ಹೆಣೆಯುವ ಕಾರ್ಯ ದೇವಳದ ವಠಾರದಲ್ಲಿ ಪ್ರಾರಂಭಗೊಂಡಿದೆ. <box>307 339 545 486</box>
page-code: ಪು ಟ ಸ ಂ ೫ ಕ್ರ <box>1449 171 1517 185</box>
ad-intro-line: ಪರಮಪೂಜ್ಯ ಪದ್ಮವಿಭೂಷಣ ಶ್ರೀ ಡಿ. ವೀರೇಂದ್ರ ಹೆಗ್ಗಡೆಯವರ ಶುಭಾಶೀರ್ವಾದಗಳೊಂದಿಗೆ, ಆತ್ಮೀಯ ಭಗವದ್ಭಕ್ತರೇ, <box>796 1582 1156 1593</box>
story3-body-e: ಮುಂಗಡ ಟಿಕೆಟ್ ಕೌಂಟರ್, ಮಹಿಳೆಯರಿಗೆ ಮತ್ತು ಪುರುಷರಿಗೆ ಪ್ರತ್ಯೇಕ ವೈಟಿಂಗ್ ರೂಮ್, ಒಂದು ಕೆಫೆಟೇರಿಯಾ, ನಾಲ್ಕು ಕ್ಯಾಮರಾ ಸ್ಟಾಲ್‌ಗಳು, ಪ್ರತಿ ಪ್ಲಾಟ್ ಫಾರ್ಮ್‌ಗಳಲ್ಲಿ ಸುವ್ಯವಸ್ಥಿತ ಶೌಚಾಲಯ, ಪಾರ್ಕಿಂಗ್ ವ್ಯವಸ್ಥೆ, ಒಳಚರಂಡಿ ವ್ಯವಸ್ಥೆ ಮಾಡಬೇಕೆಂಬ ಬೇಡಿಕೆ ಇದೆ. <box>1279 996 1528 1053</box>
ad-person: ಶ್ರೀ ಮಾಧವ ಶೆಟ್ಟಿ ಪರೀಕ ಜೊತೆ ಕಾರ್ಯದರ್ಶಿ <box>1085 1781 1225 1836</box>
section-header-suttamutta: ಸುತ್ತಮುತ್ತ <box>46 206 284 244</box>
ad-intro-line: ಪರೀಕ ಶ್ರೀ ಶ್ರೀನಿವಾಸ ಶ್ರೀ ಪ್ರಸನ್ನ ಸೋಮೇಶ್ವರ ಹಾಗೂ ಗಣಪತಿ ದೇವರ ದಿವ್ಯ ಸನ್ನಿಧಾನದಲ್ಲಿ <box>991 1628 1319 1642</box>
callout-body: ಎರಡು ದಿನಗಳ ಹಿಂದೆಯಷ್ಟೇ ಬಂಟ್ವಾಳ ನಗರದ ರಸ್ತೆ ಮತ್ತು ಟ್ರಾಫಿಕ್ ಕಿರಿದಾಗಿರುವ ಬಗ್ಗೆ 'ಹೊಸದಿಗಂತ' ಪತ್ರಿಕೆ ವರದಿ ಪ್ರಕಟಿಸಿತ್ತು. <box>545 2059 753 2101</box>
deity-photo <box>1234 1238 1518 1430</box>
ad-culture-line: 06 ಮಾರ್ಚ್ ಗುರುವಾರ : ಬೆಳಿಗ್ಗೆ ಗಂಟೆ 11.30 - 1.00 - ಭಜನಾ ಕಾರ್ಯಕ್ರಮ, ಸಂಜೆ 4.30 - ಸ್ಥಾನ ಕಾರ್ಯಕ್ರಮ, ರಾತ್ರಿ ಗಂಟೆ 7.00 - ವಿಜಯ ಪ್ರಜ್ಞಾ ನಾಟಕ <box>1246 2078 1501 2126</box>
top-story-subhead: ವಿಘ್ನನಿವಾರಕ ಶ್ರೀ ಮಹಾಗಣಪತಿ <box>1279 445 1402 459</box>
ad-date-month: ಮಾರ್ಚ್ <box>1392 1453 1444 1474</box>
section-rule <box>307 687 1528 689</box>
top-story-headline: ಶುರುವಾಗಿದೆ ಕಾಡುಬಳ್ಳಿಗಳಿಂದ ಬುಟ್ಟಿ ಹೆಣೆಯುವ ಕಾರ್ಯ <box>375 253 1461 322</box>
brief-body-4: ಬೆಳ್ತಂಗಡಿ: ವಿದ್ಯುತ್ ಪರಿವರ್ತಕದಿಂದ ಕಿಡಿಗಳು ಸಿಡಿದ ಪರಿಣಾಮ ಬೆಂಕಿ ಹತ್ತಿ ಹೊತ್ತಿ ಉರಿದ ಘಟನೆ ಕಲ್ಲಂಜ ಗ್ರಾ.ಪಂ.ಕಚೇರಿ ಸಮೀಪ ಮಂಗಳವಾರ ನಡೆದಿದೆ. ತಕ್ಷಣ ಕಾರ್ಯ ಪ್ರವೃತ್ತರಾದ ಪಂ. ಸಿಬ್ಬಂದಿ ಹಾಗೂ ಸ್ಥಳೀಯರು ಬೆಂಕಿಯನ್ನು ನಂದಿಸಿದರು. ಈ ಸಮಯ ಗಾಳಿ ವೇಗವಾಗಿ ಬೀಸಿದ್ದರಿಂದ ಬೆಂಕಿ ಹರಡುವ ಆತಂಕ ಎದುರಾಗಿತ್ತು. ಸಂಬಂಧಪಟ್ಟ ಮೆಸ್ಕಾಂ ಅಧಿಕಾರಿಗಳು ಪರಿವರ್ತಕ ಸರಿಪಡಿಸುವ ಕುರಿತು ಕ್ರಮ ಕೈಗೊಳ್ಳಬೇಕು ಎಂದು ಸ್ಥಳೀಯರು ಆಗ್ರಹಿಸಿದ್ದಾರೆ. <box>46 1507 284 1609</box>
top-story-body-c: ಉತ್ಸವದ ಸಮೀಪದ ಕಾರ್ಯಾಲಯ ಕಾಲನಿಯ ನುರಿತ ಕಾರ್ಮಿಕರು ಬುಟ್ಟಿಗಳನ್ನು ಹೆಣೆಯುವ ಜವಾಬ್ದಾರಿಯನ್ನು ನಿರ್ವಹಿಸುತ್ತಿದ್ದಾರೆ. ನಾರಾಯಣ ಭಟ್ ದಂಬೆಮೂಲೆ ನೇತೃತ್ವದಲ್ಲಿ ಮನೆ ಮನೆಗಳ ಕಾಡುಬಳ್ಳಿಗಳನ್ನು ಕಡಿದು ಬುಟ್ಟಿ ಹೆಣೆಯುವ ಕಾರ್ಯದಲ್ಲಿ ಕಾರ್ಮಿಕರು ತೊಡಗಿದ್ದು, 200ರಷ್ಟು ಬುಟ್ಟಿಗಳು ತಯಾರಾಗಿವೆ. 6 ಮಂದಿ <box>791 504 1021 576</box>
qr-code-icon <box>152 58 229 134</box>
ad-sabha-line: ಶ್ರೀ ಸುರೇಶ್ ಶೆಟ್ಟಿ ಗುರ್ಮೆ, ಶಾಸಕರು, ಕಾಪು ವಿಧಾನಸಭಾ ಕ್ಷೇತ್ರ <box>805 2114 1001 2126</box>
story3-body-a: ಬಂಟ್ವಾಳ: ಬಿ.ಸಿ.ರೋಡು ರೈಲ್ವೆ ನಿಲ್ದಾಣದಲ್ಲಿ ಅಮೃತ್ ಭಾರತ ಯೋಜನೆಯಡಿ ಕಾಮಗಾರಿಯಲ್ಲಿ ತೊಡಗಿರುವ ಹೊರರಾಜ್ಯದ ಕಾರ್ಮಿಕರು ಪ್ರಯಾಣಿಕರು ಕುಳಿತುಕೊಳ್ಳುವ ಆಸನಗಳಲ್ಲೇ ನಿದ್ರೆ ಮಾಡುತ್ತಿದ್ದು, ಪ್ರಯಾಣಿಕರಿಗೆ ಕುಳಿತುಕೊಳ್ಳಲು ಜಾಗವಿಲ್ಲದೆ ತೊಂದರೆ ಅನುಭವಿಸುವಂತಾಗಿದೆ. ಬೆಳಗ್ಗಿನ ವೇಳೆಯಲ್ಲಿ ರೈಲುಗಳಿಗೆ ಕಾಯುವ ಪ್ರಯಾಣಿಕರು ನಿಂತುಕೊಂಡೇ ಕಾಯಬೇಕಾದ ಪರಿಸ್ಥಿತಿ ಇದೆ. <box>779 826 1014 914</box>
ad-sabha-line: ಶ್ರೀ ಹರೀಶ್ ಶೆಟ್ಟಿ, ಅಧ್ಯಕ್ಷರು, ಗ್ರಾ.ಪಂ., ಅತ್ರಾಡಿ <box>805 2133 953 2144</box>
story3-body-d: ಫೆಬ್ರವರಿಯಲ್ಲಿ ಪ್ರಧಾನಮಂತ್ರಿ ನರೇಂದ್ರ ಮೋದಿ ವರ್ಚುವಲ್ ಮೂಲಕ ಶಿಲಾನ್ಯಾಸ ನೆರವೇರಿಸಿದ್ದರು. ಅಗಸ್ ನಂದನ ಸೇಠ್ ಕಂಪನಿ ಗುತ್ತಿಗೆ ಪಡೆದು ಕಾಮಗಾರಿ ನಡೆಸುತ್ತಿದ್ದು, ನಿಲ್ದಾಣದ ಸ್ವರೂಪ ಬದಲಾಗಲಿದೆ. <box>1279 826 1528 868</box>
masthead-title: ನಿಮ್ಮೂರಿನ ಸುದ್ದಿ <box>620 52 1054 146</box>
student-photo <box>46 1259 138 1374</box>
ad-place: ಸೌಖ್ಯವನ-ಪರೀಕ <box>885 1330 1130 1383</box>
brief-title-3: ಭರತನಾಟ್ಯ ಜೂನಿಯರ್ ಪರೀಕ್ಷೆ: ಜಗನ್ವಿ ತೇರ್ಗಡೆ <box>46 1177 247 1227</box>
